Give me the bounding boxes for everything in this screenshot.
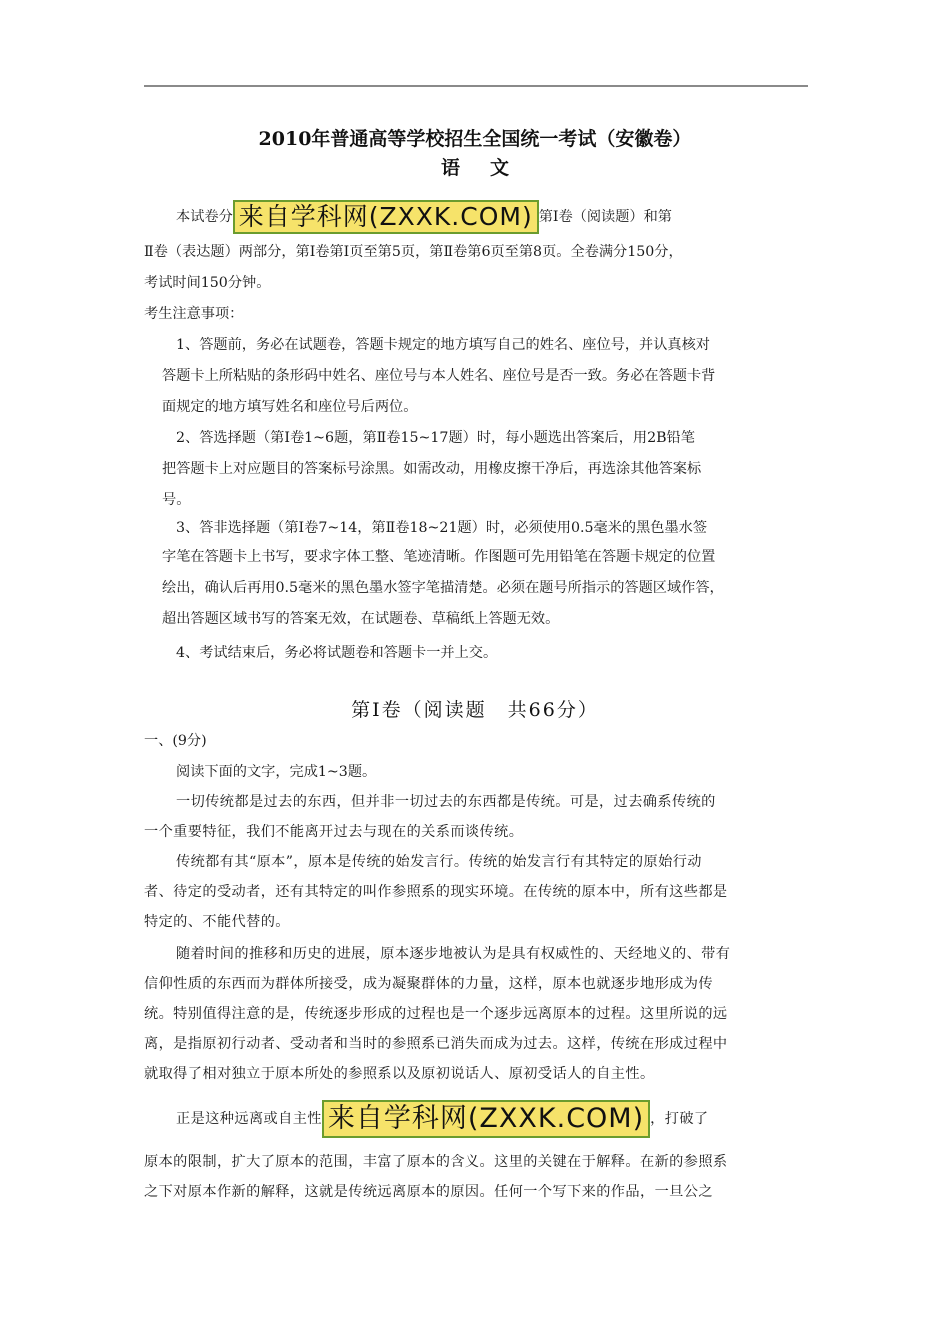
passage-p2-line-3: 特定的、不能代替的。 <box>144 914 290 930</box>
intro-text-after: 第Ⅰ卷（阅读题）和第 <box>538 209 672 225</box>
passage-p1-line-1: 一切传统都是过去的东西，但并非一切过去的东西都是传统。可是，过去确系传统的 <box>176 794 716 810</box>
notice-1-line-2: 答题卡上所粘贴的条形码中姓名、座位号与本人姓名、座位号是否一致。务必在答题卡背 <box>162 368 716 384</box>
passage-p3-line-3: 统。特别值得注意的是，传统逐步形成的过程也是一个逐步远离原本的过程。这里所说的远 <box>144 1006 728 1022</box>
notice-3-line-1: 3、答非选择题（第Ⅰ卷7~14，第Ⅱ卷18~21题）时，必须使用0.5毫米的黑色墨水签 <box>176 520 708 536</box>
passage-p4-line-3: 之下对原本作新的解释，这就是传统远离原本的原因。任何一个写下来的作品，一旦公之 <box>144 1184 713 1200</box>
passage-p3-line-5: 就取得了相对独立于原本所处的参照系以及原初说话人、原初受话人的自主性。 <box>144 1066 655 1082</box>
passage-p3-line-4: 离，是指原初行动者、受动者和当时的参照系已消失而成为过去。这样，传统在形成过程中 <box>144 1036 728 1052</box>
intro-line-3: 考试时间150分钟。 <box>144 275 271 291</box>
passage-p3-line-2: 信仰性质的东西而为群体所接受，成为凝聚群体的力量，这样，原本也就逐步地形成为传 <box>144 976 713 992</box>
section-title: 第Ⅰ卷（阅读题 共66分） <box>351 699 599 721</box>
watermark-banner-2: 来自学科网(ZXXK.COM) <box>322 1100 650 1138</box>
notice-4-line-1: 4、考试结束后，务必将试题卷和答题卡一并上交。 <box>176 645 498 661</box>
passage-p4-line-1 <box>176 1100 846 1138</box>
passage-p2-line-1: 传统都有其“原本”，原本是传统的始发言行。传统的始发言行有其特定的原始行动 <box>176 854 702 870</box>
intro-line-1 <box>176 200 846 234</box>
subject-title: 语文 <box>440 157 539 179</box>
reading-instruction: 阅读下面的文字，完成1~3题。 <box>176 764 377 780</box>
notice-1-line-3: 面规定的地方填写姓名和座位号后两位。 <box>162 399 418 415</box>
passage-p4-text-after: ，打破了 <box>650 1111 709 1127</box>
notice-1-line-1: 1、答题前，务必在试题卷，答题卡规定的地方填写自己的姓名、座位号，并认真核对 <box>176 337 710 353</box>
passage-p4-line-2: 原本的限制，扩大了原本的范围，丰富了原本的含义。这里的关键在于解释。在新的参照系 <box>144 1154 728 1170</box>
passage-p4-text-before: 正是这种远离或自主性 <box>176 1111 322 1127</box>
notice-2-line-3: 号。 <box>162 492 191 508</box>
intro-line-2: Ⅱ卷（表达题）两部分，第Ⅰ卷第Ⅰ页至第5页，第Ⅱ卷第6页至第8页。全卷满分150分， <box>144 244 683 260</box>
passage-p1-line-2: 一个重要特征，我们不能离开过去与现在的关系而谈传统。 <box>144 824 524 840</box>
notice-3-line-4: 超出答题区域书写的答案无效，在试题卷、草稿纸上答题无效。 <box>162 611 560 627</box>
passage-p2-line-2: 者、待定的受动者，还有其特定的叫作参照系的现实环境。在传统的原本中，所有这些都是 <box>144 884 728 900</box>
passage-p3-line-1: 随着时间的推移和历史的进展，原本逐步地被认为是具有权威性的、天经地义的、带有 <box>176 946 731 962</box>
notice-title: 考生注意事项： <box>144 306 244 322</box>
exam-title: 2010年普通高等学校招生全国统一考试（安徽卷） <box>258 128 692 150</box>
part-label: 一、(9分) <box>144 733 207 749</box>
watermark-banner: 来自学科网(ZXXK.COM) <box>233 200 539 234</box>
notice-2-line-1: 2、答选择题（第Ⅰ卷1~6题，第Ⅱ卷15~17题）时，每小题选出答案后，用2B铅笔 <box>176 430 695 446</box>
notice-2-line-2: 把答题卡上对应题目的答案标号涂黑。如需改动，用橡皮擦干净后，再选涂其他答案标 <box>162 461 702 477</box>
intro-text-before: 本试卷分 <box>176 209 233 225</box>
notice-3-line-2: 字笔在答题卡上书写，要求字体工整、笔迹清晰。作图题可先用铅笔在答题卡规定的位置 <box>162 549 716 565</box>
notice-3-line-3: 绘出，确认后再用0.5毫米的黑色墨水签字笔描清楚。必须在题号所指示的答题区域作答， <box>162 580 724 596</box>
header-rule <box>144 85 808 87</box>
